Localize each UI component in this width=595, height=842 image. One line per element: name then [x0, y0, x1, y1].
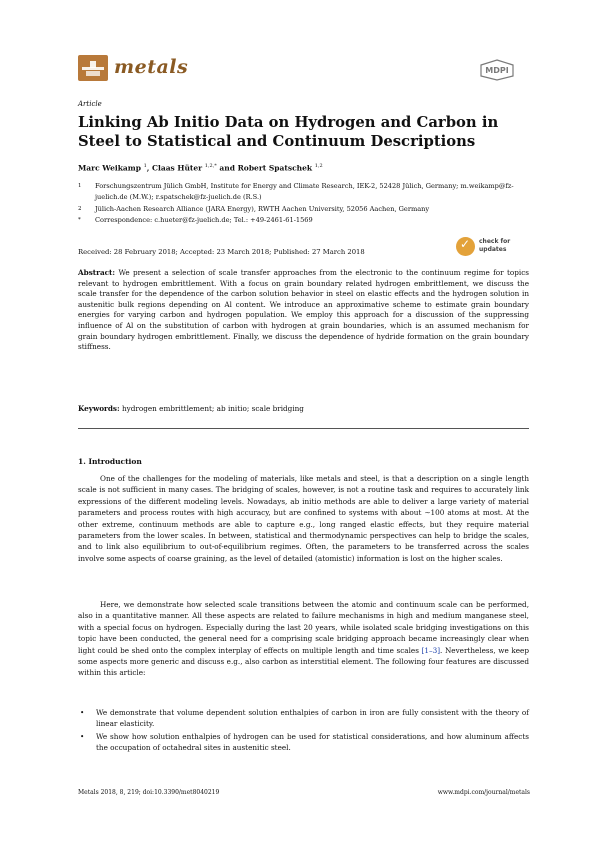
article-title: Linking Ab Initio Data on Hydrogen and Carbon in Steel to Statistical and Continuum Descriptions: [78, 114, 499, 150]
footer-citation: Metals 2018, 8, 219; doi:10.3390/met8040219: [78, 789, 220, 796]
bullet-icon: •: [80, 731, 85, 741]
author-name: Marc Weikamp: [78, 163, 141, 173]
journal-name: metals: [114, 56, 189, 78]
publication-dates: Received: 28 February 2018; Accepted: 23 March 2018; Published: 27 March 2018: [78, 248, 365, 256]
keywords-text: hydrogen embrittlement; ab initio; scale bridging: [122, 404, 304, 413]
abstract-text: We present a selection of scale transfer approaches from the electronic to the continuum regime for topics relevant to hydrogen embrittlement. With a focus on grain boundary related hydrogen embrittlement, we discuss the scale transfer for the dependence of the carbon solution behavior in steel on elastic effects and the hydrogen solution in austenitic bulk regions depending on Al content. We introduce an approximative scheme to estimate grain boundary energies for varying carbon and hydrogen population. We employ this approach for a discussion of the suppressing influence of Al on the substitution of carbon with hydrogen at grain boundaries, which is an assumed mechanism for grain boundary hydrogen embrittlement. Finally, we discuss the dependence of hydride formation on the grain boundary stiffness.: [78, 268, 529, 352]
paragraph-text: Here, we demonstrate how selected scale transitions between the atomic and continuum scale can be performed, also in a quantitative manner. All these aspects are related to failure mechanisms in high and medium manganese steel, with a special focus on hydrogen. Especially during the last 20 years, while isolated scale bridging investigations on this topic have been conducted, the general need for a comprising scale bridging approach became increasingly clear when light could be shed onto the complex interplay of effects on multiple length and time scales: [78, 600, 529, 655]
affiliation-text: Jülich-Aachen Research Alliance (JARA Energy), RWTH Aachen University, 52056 Aachen, Germany: [95, 205, 430, 213]
author-name: Robert Spatschek: [237, 163, 313, 173]
affiliation-number: 2: [78, 206, 82, 212]
affiliation-1: [78, 181, 528, 202]
author-name: Claas Hüter: [152, 163, 203, 173]
author-affiliation-mark: 1,2: [314, 163, 323, 169]
mdpi-logo-icon: [478, 59, 516, 81]
affiliation-number: *: [78, 217, 81, 223]
paragraph-2: [78, 599, 529, 679]
affiliation-text: Correspondence: c.hueter@fz-juelich.de; Tel.: +49-2461-61-1569: [95, 216, 313, 224]
paragraph-text: . Nevertheless, we keep some aspects more generic and discuss e.g., also carbon as interstitial element. The following four features are discussed within this article:: [78, 645, 529, 678]
author-affiliation-mark: 1,2,*: [204, 163, 217, 169]
bullet-icon: •: [80, 708, 85, 717]
citation-link[interactable]: [1–3]: [421, 645, 441, 655]
affiliation-2: [78, 204, 528, 215]
keywords: [78, 404, 304, 413]
abstract-label: Abstract:: [78, 268, 116, 277]
checkmark-icon: ✓: [460, 237, 471, 251]
list-item: [78, 707, 529, 730]
journal-logo-icon: [78, 55, 108, 81]
check-updates-line: updates: [479, 246, 507, 253]
affiliation-text: Forschungszentrum Jülich GmbH, Institute for Energy and Climate Research, IEK-2, 52428 Jülich, Germany; m.weikamp@fz-juelich.de (M.W.); r.spatschek@fz-juelich.de (R.S.): [95, 182, 514, 201]
list-item: [78, 731, 529, 754]
author-separator: and: [216, 163, 238, 173]
keywords-label: Keywords:: [78, 404, 120, 413]
paragraph-1: One of the challenges for the modeling of materials, like metals and steel, is that a description on a single length scale is not sufficient in many cases. The bridging of scales, however, is not a routine task and requires to accurately link expressions of the different modeling levels. Nowadays, ab initio methods are able to deliver a large variety of material parameters and process routes with high accuracy, but are confined to systems with about ∼100 atoms at most. At the other extreme, continuum methods are able to capture e.g., long ranged elastic effects, but they require material parameters from the lower scales. In between, statistical and thermodynamic perspectives can help to bridge the scales, and to link also equilibrium to out-of-equilibrium regimes. Often, the parameters to be transferred across the scales involve some aspects of coarse graining, as the level of detailed (atomistic) information is lost on the higher scales.: [78, 474, 529, 563]
feature-list: [78, 707, 529, 755]
footer-url[interactable]: www.mdpi.com/journal/metals: [437, 789, 530, 796]
author-separator: ,: [146, 163, 153, 173]
author-affiliation-mark: 1: [143, 163, 147, 169]
mdpi-logo-text: MDPI: [485, 66, 509, 75]
article-type: Article: [78, 100, 102, 108]
section-heading: 1. Introduction: [78, 457, 142, 466]
check-for-updates-button[interactable]: [456, 236, 530, 258]
list-item-text: We show how solution enthalpies of hydrogen can be used for statistical considerations, and how aluminum affects the occupation of octahedral sites in austenitic steel.: [96, 731, 529, 753]
check-updates-label: [479, 238, 510, 254]
list-item-text: We demonstrate that volume dependent solution enthalpies of carbon in iron are fully consistent with the theory of linear elasticity.: [96, 708, 529, 729]
author-list: [78, 163, 323, 173]
affiliation-number: 1: [78, 183, 82, 189]
correspondence: [78, 215, 528, 226]
abstract: [78, 268, 529, 353]
section-divider: [78, 428, 529, 429]
check-updates-line: check for: [479, 238, 511, 245]
